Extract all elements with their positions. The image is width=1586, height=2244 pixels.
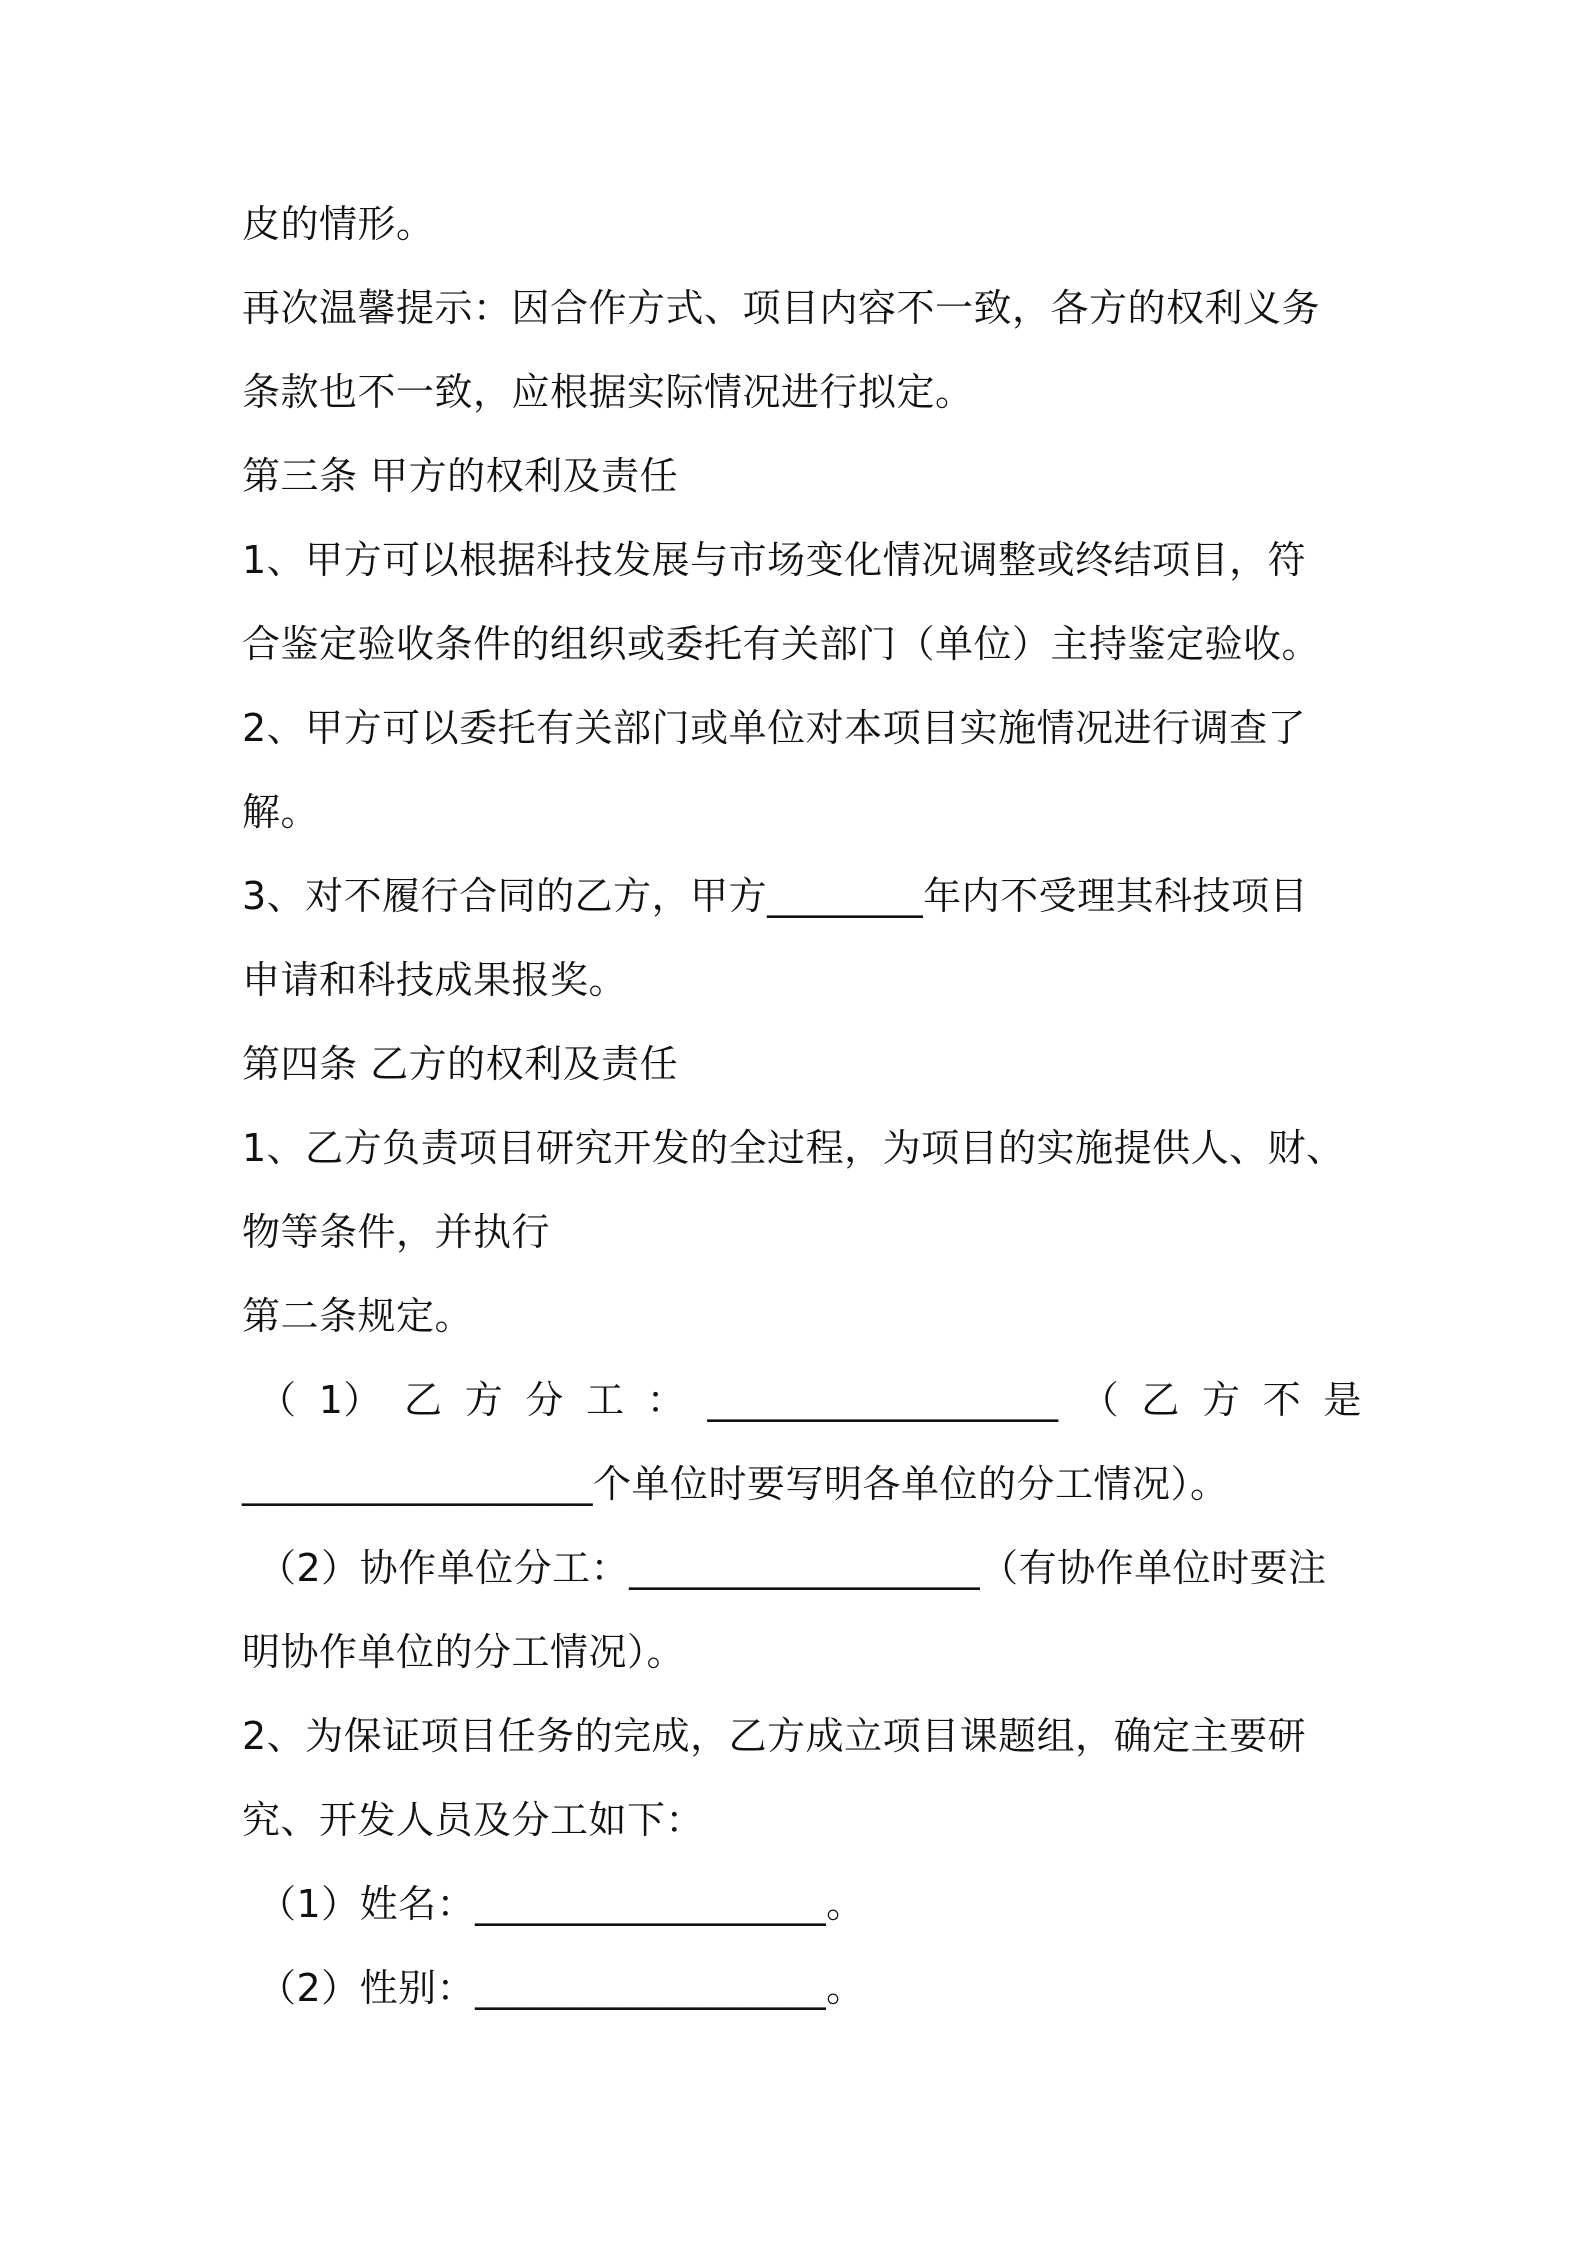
text-line-10: 申请和科技成果报奖。 <box>242 958 628 1002</box>
text-line-20: 究、开发人员及分工如下： <box>242 1798 705 1842</box>
text-line-19: 2、为保证项目任务的完成，乙方成立项目课题组，确定主要研 <box>242 1714 1307 1758</box>
text-line-12: 1、乙方负责项目研究开发的全过程，为项目的实施提供人、财、 <box>242 1126 1345 1170</box>
section-heading-article-4: 第四条 乙方的权利及责任 <box>242 1042 679 1086</box>
spaced-part: 是 <box>1323 1378 1362 1422</box>
spaced-part: 不 <box>1262 1378 1302 1422</box>
text-line-13: 物等条件，并执行 <box>242 1210 551 1254</box>
text-line-22-gender-field: （2）性别：__________________。 <box>258 1966 865 2010</box>
text-line-21-name-field: （1）姓名：__________________。 <box>258 1882 865 1926</box>
spaced-part: （ <box>258 1378 297 1422</box>
text-line-9: 3、对不履行合同的乙方，甲方________年内不受理其科技项目 <box>242 874 1309 918</box>
text-line-7: 2、甲方可以委托有关部门或单位对本项目实施情况进行调查了 <box>242 706 1307 750</box>
text-line-8: 解。 <box>242 790 320 834</box>
spaced-part: ： <box>646 1378 686 1422</box>
spaced-part: 乙 <box>404 1378 443 1422</box>
text-line-17: （2）协作单位分工：__________________（有协作单位时要注 <box>258 1546 1327 1590</box>
text-line-1: 皮的情形。 <box>242 202 435 246</box>
text-line-18: 明协作单位的分工情况）。 <box>242 1630 686 1674</box>
spaced-part: 乙 <box>1141 1378 1180 1422</box>
spaced-part: 方 <box>1202 1378 1241 1422</box>
spaced-part: （ <box>1080 1378 1120 1422</box>
blank-field: __________________ <box>707 1378 1059 1422</box>
text-line-3: 条款也不一致，应根据实际情况进行拟定。 <box>242 370 974 414</box>
section-heading-article-3: 第三条 甲方的权利及责任 <box>242 454 679 498</box>
spaced-part: 1） <box>318 1378 382 1422</box>
text-line-15-spaced <box>258 1374 1362 1426</box>
text-line-2: 再次温馨提示：因合作方式、项目内容不一致，各方的权利义务 <box>242 286 1321 330</box>
text-line-5: 1、甲方可以根据科技发展与市场变化情况调整或终结项目，符 <box>242 538 1307 582</box>
text-line-14: 第二条规定。 <box>242 1294 474 1338</box>
spaced-part: 方 <box>464 1378 504 1422</box>
text-line-16: __________________个单位时要写明各单位的分工情况）。 <box>242 1462 1229 1506</box>
spaced-part: 分 <box>525 1378 564 1422</box>
spaced-part: 工 <box>586 1378 625 1422</box>
text-line-6: 合鉴定验收条件的组织或委托有关部门（单位）主持鉴定验收。 <box>242 622 1321 666</box>
